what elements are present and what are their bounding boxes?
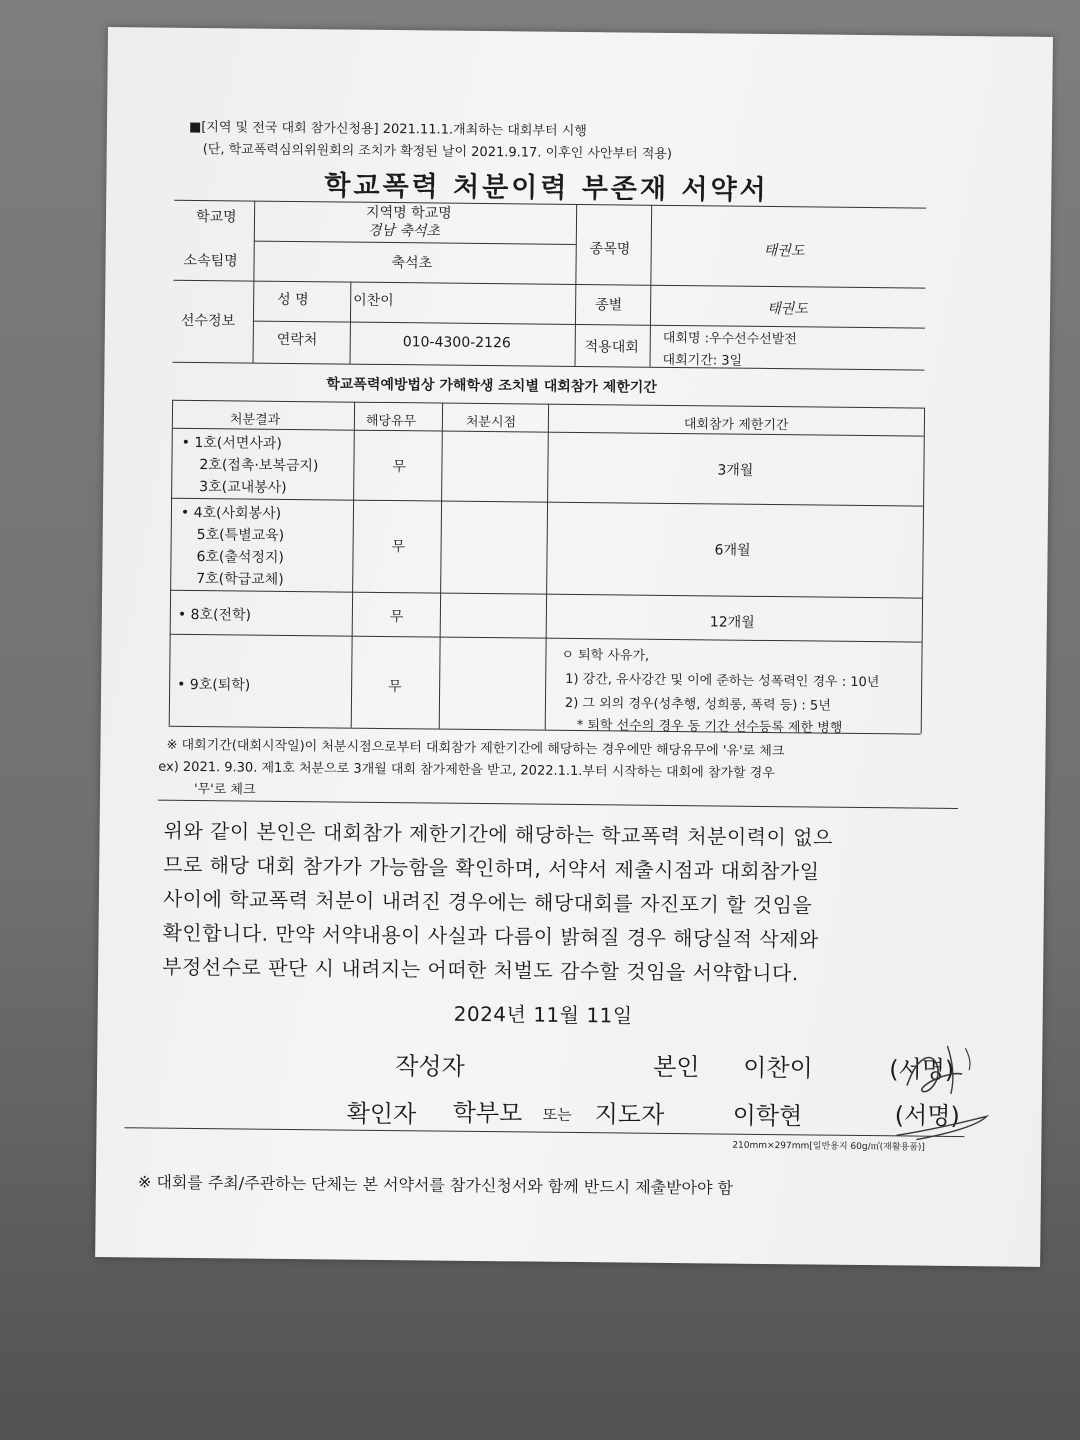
table-status: 무 — [389, 609, 404, 626]
kind-value: 태권도 — [767, 300, 808, 318]
document-title: 학교폭력 처분이력 부존재 서약서 — [324, 170, 769, 206]
event-label: 종목명 — [589, 241, 631, 258]
table-divider — [351, 402, 355, 728]
team-label: 소속팀명 — [183, 252, 238, 270]
signature-divider — [124, 1127, 964, 1137]
player-info-label: 선수정보 — [180, 312, 236, 330]
contact-value: 010-4300-2126 — [402, 334, 511, 352]
writer-sign-label: (서명) — [889, 1055, 955, 1084]
pledge-date: 2024년 11월 11일 — [453, 1001, 633, 1028]
coach-label: 지도자 — [594, 1100, 665, 1129]
pledge-document — [95, 27, 1053, 1267]
table-divider — [439, 403, 443, 729]
event-value: 태권도 — [763, 242, 805, 260]
table-note-3: '무'로 체크 — [193, 781, 256, 798]
kind-label: 종별 — [595, 297, 623, 314]
meet-name: 대회명 :우수선수선발전 — [662, 330, 797, 348]
table-limit-line: 1) 강간, 유사강간 및 이에 준하는 성폭력인 경우 : 10년 — [565, 671, 880, 691]
table-limit: 3개월 — [717, 462, 754, 479]
confirmer-label: 확인자 — [346, 1099, 417, 1129]
applied-meet-label: 적용대회 — [584, 339, 639, 356]
table-limit: 12개월 — [709, 614, 755, 631]
name-value: 이찬이 — [353, 292, 394, 310]
writer-name: 이찬이 — [743, 1053, 813, 1083]
col-header-time: 처분시점 — [465, 414, 517, 431]
table-item: 6호(출석정지) — [196, 549, 285, 566]
confirmer-name: 이학현 — [732, 1101, 803, 1131]
table-limit-line: ㅇ 퇴학 사유가, — [561, 647, 650, 664]
table-item: 7호(학급교체) — [196, 571, 284, 588]
table-item: • 1호(서면사과) — [181, 434, 282, 452]
table-status: 무 — [388, 679, 402, 696]
col-header-limit: 대회참가 제한기간 — [683, 417, 789, 434]
pledge-line: 확인합니다. 만약 서약내용이 사실과 다름이 밝혀질 경우 해당실적 삭제와 — [162, 920, 819, 952]
section-divider — [158, 800, 958, 809]
pledge-line: 위와 같이 본인은 대회참가 제한기간에 해당하는 학교폭력 처분이력이 없으 — [163, 818, 833, 850]
col-header-status: 해당유무 — [365, 413, 417, 430]
pledge-line: 부정선수로 판단 시 내려지는 어떠한 처벌도 감수할 것임을 서약합니다. — [162, 954, 799, 986]
self-label: 본인 — [653, 1052, 700, 1082]
table-caption: 학교폭력예방법상 가해학생 조치별 대회참가 제한기간 — [326, 376, 657, 396]
table-divider — [169, 400, 173, 726]
parent-label: 학부모 — [452, 1098, 523, 1128]
table-item: • 9호(퇴학) — [177, 676, 251, 694]
school-value: 경남 축석초 — [367, 222, 441, 240]
table-status: 무 — [392, 459, 407, 476]
contact-label: 연락처 — [276, 331, 318, 349]
or-label: 또는 — [542, 1105, 572, 1124]
table-limit-line: * 퇴학 선수의 경우 동 기간 선수등록 제한 병행 — [576, 717, 843, 736]
pledge-line: 사이에 학교폭력 처분이 내려진 경우에는 해당대회를 자진포기 할 것임을 — [162, 886, 813, 918]
info-line — [173, 280, 925, 289]
writer-label: 작성자 — [395, 1052, 465, 1081]
team-value: 축석초 — [391, 255, 433, 272]
table-limit-line: 2) 그 외의 경우(성추행, 성희롱, 폭력 등) : 5년 — [564, 695, 831, 714]
footer-note: ※ 대회를 주최/주관하는 단체는 본 서약서를 참가신청서와 함께 반드시 제출받아야 함 — [137, 1172, 734, 1198]
table-status: 무 — [391, 539, 406, 556]
pledge-line: 므로 해당 대회 참가가 가능함을 확인하며, 서약서 제출시점과 대회참가일 — [163, 852, 820, 884]
confirmer-sign-label: (서명) — [894, 1101, 960, 1131]
table-item: 2호(접촉·보복금지) — [199, 457, 319, 475]
header-note-1: ■[지역 및 전국 대회 참가신청용] 2021.11.1.개최하는 대회부터 시행 — [188, 119, 587, 140]
table-item: • 8호(전학) — [177, 606, 252, 624]
table-limit: 6개월 — [714, 542, 751, 559]
handwritten-signature — [876, 1035, 997, 1146]
table-item: • 4호(사회봉사) — [180, 504, 282, 522]
info-line — [173, 362, 925, 371]
header-note-2: (단, 학교폭력심의위원회의 조치가 확정된 날이 2021.9.17. 이후인 사안부터 적용) — [202, 142, 673, 162]
info-line — [254, 241, 576, 245]
table-item: 5호(특별교육) — [196, 527, 285, 544]
school-label: 학교명 — [195, 208, 237, 226]
col-header-result: 처분결과 — [229, 412, 281, 428]
table-divider — [921, 408, 925, 734]
table-divider — [545, 404, 549, 730]
name-label: 성 명 — [277, 291, 309, 309]
school-sub-label: 지역명 학교명 — [366, 204, 452, 222]
table-item: 3호(교내봉사) — [199, 479, 287, 496]
table-note-1: ※ 대회기간(대회시작일)이 처분시점으로부터 대회참가 제한기간에 해당하는 경우에만 해당유무에 '유'로 체크 — [166, 737, 785, 760]
info-line — [253, 321, 925, 329]
meet-period: 대회기간: 3일 — [662, 352, 743, 369]
table-note-2: ex) 2021. 9.30. 제1호 처분으로 3개월 대회 참가제한을 받고, 2022.1.1.부터 시작하는 대회에 참가할 경우 — [158, 759, 775, 782]
paper-spec: 210mm×297mm[일반용지 60g/㎡(재활용품)] — [732, 1140, 926, 1153]
